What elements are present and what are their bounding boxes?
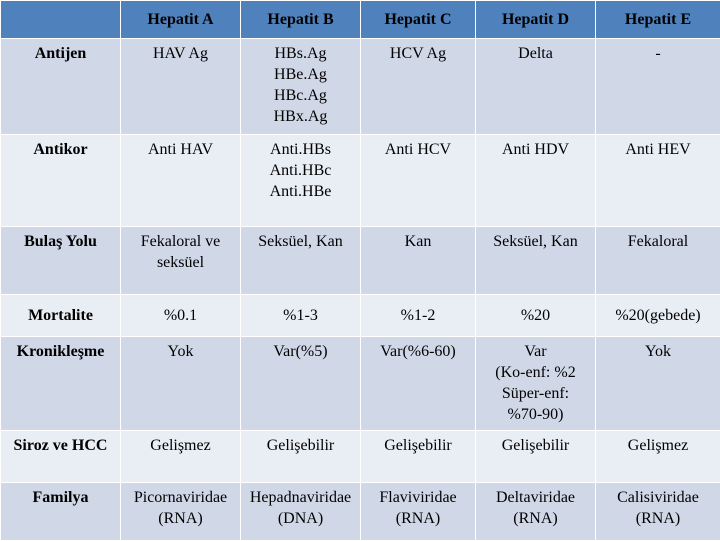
table-cell: Anti HAV xyxy=(121,135,241,227)
table-cell: %1-2 xyxy=(361,295,476,337)
header-hepatit-b: Hepatit B xyxy=(241,1,361,39)
table-cell: Hepadnaviridae (DNA) xyxy=(241,483,361,541)
table-cell: Delta xyxy=(476,39,596,135)
table-cell: Flaviviridae (RNA) xyxy=(361,483,476,541)
table-cell: Gelişebilir xyxy=(476,431,596,483)
header-corner xyxy=(1,1,121,39)
table-row-antikor xyxy=(1,135,720,227)
table-row-kroniklesme xyxy=(1,337,720,431)
row-label: Bulaş Yolu xyxy=(1,227,121,295)
table-cell: Yok xyxy=(121,337,241,431)
table-row-bulas-yolu xyxy=(1,227,720,295)
table-cell: Anti.HBs Anti.HBc Anti.HBe xyxy=(241,135,361,227)
header-hepatit-a: Hepatit A xyxy=(121,1,241,39)
row-label: Mortalite xyxy=(1,295,121,337)
table-cell: - xyxy=(596,39,720,135)
table-cell: HCV Ag xyxy=(361,39,476,135)
table-row-antijen xyxy=(1,39,720,135)
table-cell: Var (Ko-enf: %2 Süper-enf: %70-90) xyxy=(476,337,596,431)
header-hepatit-e: Hepatit E xyxy=(596,1,720,39)
table-cell: Fekaloral xyxy=(596,227,720,295)
table-cell: Calisiviridae (RNA) xyxy=(596,483,720,541)
table-cell: Fekaloral ve seksüel xyxy=(121,227,241,295)
table-cell: %1-3 xyxy=(241,295,361,337)
table-cell: Anti HCV xyxy=(361,135,476,227)
table-cell: Var(%6-60) xyxy=(361,337,476,431)
row-label: Familya xyxy=(1,483,121,541)
table-cell: Gelişebilir xyxy=(241,431,361,483)
row-label: Antikor xyxy=(1,135,121,227)
table-cell: %0.1 xyxy=(121,295,241,337)
table-cell: Seksüel, Kan xyxy=(241,227,361,295)
row-label: Siroz ve HCC xyxy=(1,431,121,483)
header-hepatit-c: Hepatit C xyxy=(361,1,476,39)
row-label: Kronikleşme xyxy=(1,337,121,431)
table-cell: Anti HDV xyxy=(476,135,596,227)
table-cell: Anti HEV xyxy=(596,135,720,227)
table-cell: Deltaviridae (RNA) xyxy=(476,483,596,541)
table-cell: Yok xyxy=(596,337,720,431)
table-row-familya xyxy=(1,483,720,541)
table-cell: Picornaviridae (RNA) xyxy=(121,483,241,541)
table-cell: %20 xyxy=(476,295,596,337)
header-hepatit-d: Hepatit D xyxy=(476,1,596,39)
table-cell: Gelişmez xyxy=(596,431,720,483)
table-cell: HAV Ag xyxy=(121,39,241,135)
table-cell: Kan xyxy=(361,227,476,295)
table-row-siroz-hcc xyxy=(1,431,720,483)
row-label: Antijen xyxy=(1,39,121,135)
table-cell: %20(gebede) xyxy=(596,295,720,337)
table-cell: Var(%5) xyxy=(241,337,361,431)
table-cell: Gelişmez xyxy=(121,431,241,483)
table-header-row xyxy=(1,1,720,39)
table-cell: Gelişebilir xyxy=(361,431,476,483)
table-cell: HBs.Ag HBe.Ag HBc.Ag HBx.Ag xyxy=(241,39,361,135)
table-cell: Seksüel, Kan xyxy=(476,227,596,295)
table-row-mortalite xyxy=(1,295,720,337)
